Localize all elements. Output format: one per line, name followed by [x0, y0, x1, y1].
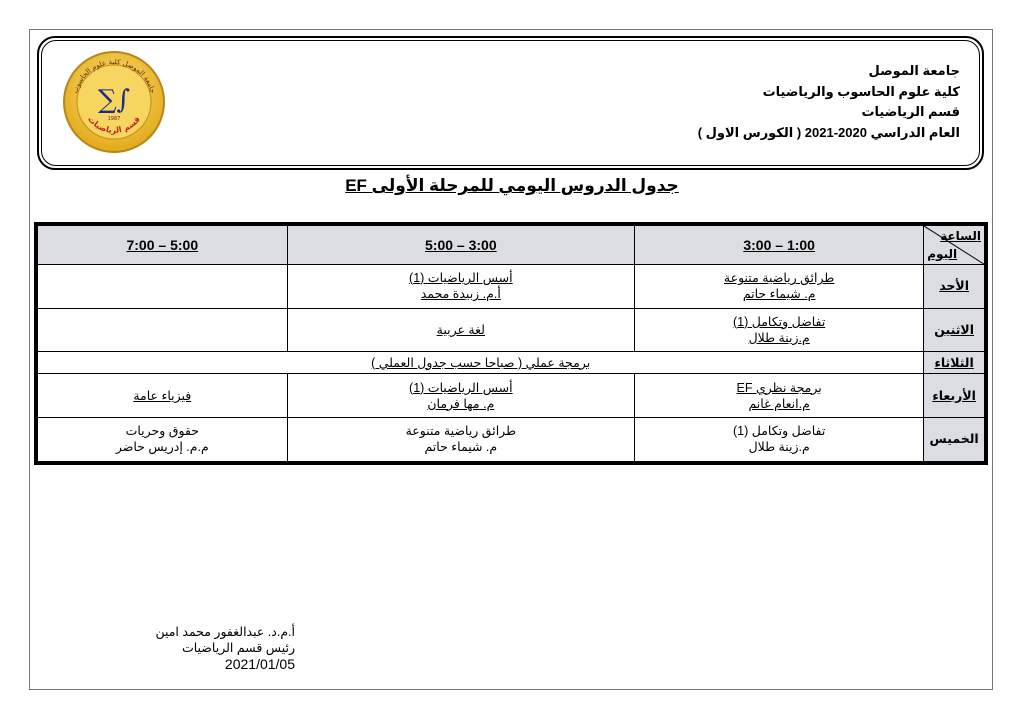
time-slot-2: 3:00 – 5:00	[287, 224, 634, 265]
department-name: قسم الرياضيات	[861, 104, 960, 119]
table-row	[36, 374, 986, 418]
day-monday: الاثنين	[924, 308, 986, 352]
schedule-cell: أسس الرياضيات (1) م. مها فرمان	[287, 374, 634, 418]
page-title: جدول الدروس اليومي للمرحلة الأولى EF	[345, 176, 679, 195]
table-row	[36, 417, 986, 463]
logo-top-text: جامعة الموصل كلية علوم الحاسوب	[71, 57, 157, 95]
schedule-cell: تفاضل وتكامل (1) م.زينة طلال	[635, 308, 924, 352]
schedule-cell: طرائق رياضية متنوعة م. شيماء حاتم	[635, 265, 924, 309]
time-slot-1: 1:00 – 3:00	[635, 224, 924, 265]
signatory-position: رئيس قسم الرياضيات	[181, 641, 295, 655]
corner-cell	[924, 224, 986, 265]
college-name: كلية علوم الحاسوب والرياضيات	[762, 83, 960, 99]
university-name: جامعة الموصل	[868, 63, 960, 78]
corner-day-label: اليوم	[927, 247, 958, 261]
day-tuesday: الثلاثاء	[924, 352, 986, 374]
day-sunday: الأحد	[924, 265, 986, 309]
schedule-cell	[36, 308, 287, 352]
table-row	[36, 265, 986, 309]
academic-year: العام الدراسي 2020-2021 ( الكورس الاول )	[697, 124, 960, 140]
schedule-cell: برمجة نظري EF م.انعام غانم	[635, 374, 924, 418]
signature-date: 2021/01/05	[224, 656, 295, 672]
signature-block	[150, 624, 295, 672]
merged-practical-cell: برمجة عملي ( صباحا حسب جدول العملي )	[36, 352, 924, 374]
schedule-cell: أسس الرياضيات (1) أ.م. زبيدة محمد	[287, 265, 634, 309]
logo-symbol: ∑∫	[97, 85, 131, 115]
schedule-cell: حقوق وحريات م.م. إدريس حاضر	[36, 417, 287, 463]
corner-hour-label: الساعة	[940, 229, 981, 243]
table-header-row	[36, 224, 986, 265]
schedule-cell	[36, 265, 287, 309]
schedule-table	[34, 222, 988, 465]
time-slot-3: 5:00 – 7:00	[36, 224, 287, 265]
schedule-cell: طرائق رياضية متنوعة م. شيماء حاتم	[287, 417, 634, 463]
signatory-name: أ.م.د. عبدالغفور محمد امين	[155, 625, 295, 639]
day-thursday: الخميس	[924, 417, 986, 463]
table-row	[36, 308, 986, 352]
logo-bottom-text: قسم الرياضيات	[86, 114, 142, 135]
day-wednesday: الأربعاء	[924, 374, 986, 418]
schedule-cell: تفاضل وتكامل (1) م.زينة طلال	[635, 417, 924, 463]
schedule-cell: فيزياء عامة	[36, 374, 287, 418]
department-logo-icon	[62, 50, 166, 154]
schedule-cell: لغة عربية	[287, 308, 634, 352]
table-row	[36, 352, 986, 374]
logo-year: 1987	[107, 116, 121, 122]
header-text-block	[698, 61, 960, 143]
